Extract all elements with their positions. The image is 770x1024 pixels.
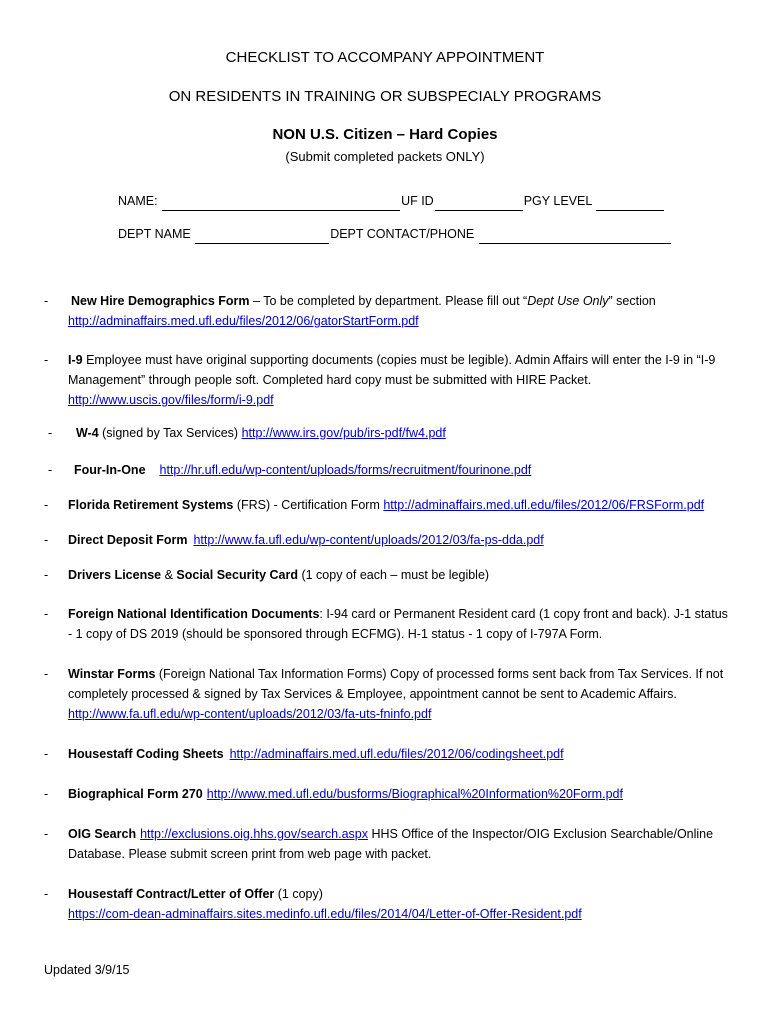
new-hire-link[interactable]: http://adminaffairs.med.ufl.edu/files/2012/06/gatorStartForm.pdf (68, 314, 419, 328)
winstar-link[interactable]: http://www.fa.ufl.edu/wp-content/uploads/2012/03/fa-uts-fninfo.pdf (68, 707, 432, 721)
biographical-link[interactable]: http://www.med.ufl.edu/busforms/Biographical%20Information%20Form.pdf (206, 787, 623, 801)
item-title: Winstar Forms (68, 667, 156, 681)
item-italic: Dept Use Only (527, 294, 609, 308)
item-text: (1 copy) (274, 887, 323, 901)
item-title: OIG Search (68, 827, 137, 841)
bullet-dash: - (44, 787, 49, 801)
name-label: NAME: (118, 194, 158, 208)
item-title: W-4 (76, 426, 99, 440)
contract-link[interactable]: https://com-dean-adminaffairs.sites.medinfo.ufl.edu/files/2014/04/Letter-of-Offer-Resident.pdf (68, 907, 582, 921)
bullet-dash: - (44, 498, 49, 512)
item-text: (Foreign National Tax Information Forms) Copy of processed forms sent back from Tax Services. If not completely processed & signed by Tax Services & Employee, appointment cannot be sent to Academic Affairs. (68, 667, 724, 701)
item-title: Foreign National Identification Documents (68, 607, 320, 621)
bullet-dash: - (44, 568, 49, 582)
item-text: (signed by Tax Services) (98, 426, 242, 440)
bullet-dash: - (48, 463, 53, 477)
item-text: : I-94 card or Permanent Resident card (1 copy front and back). J-1 status - 1 copy of DS 2019 (should be sponsored through ECFMG). H-1 status - 1 copy of I-797A Form. (68, 607, 728, 641)
item-text: – To be completed by department. Please fill out “ (249, 294, 528, 308)
item-text-end: ” section (608, 294, 656, 308)
coding-sheets-link[interactable]: http://adminaffairs.med.ufl.edu/files/2012/06/codingsheet.pdf (229, 747, 564, 761)
contact-field[interactable] (479, 229, 671, 244)
item-text: Employee must have original supporting documents (copies must be legible). Admin Affairs will enter the I-9 in “I-9 Management” through people soft. Completed hard copy must be submitted with HIRE Packet. (68, 353, 716, 387)
bullet-dash: - (44, 747, 49, 761)
bullet-dash: - (44, 607, 49, 621)
item-text: HHS Office of the Inspector/OIG Exclusion Searchable/Online Database. Please submit screen print from web page with packet. (68, 827, 714, 861)
name-row (118, 191, 665, 211)
bullet-dash: - (48, 426, 53, 440)
bullet-dash: - (44, 827, 49, 841)
item-title: Florida Retirement Systems (68, 498, 234, 512)
item-title: Housestaff Contract/Letter of Offer (68, 887, 275, 901)
pgy-field[interactable] (596, 196, 664, 211)
updated-date: Updated 3/9/15 (44, 963, 130, 977)
item-text: (FRS) - Certification Form (233, 498, 384, 512)
bullet-dash: - (44, 667, 49, 681)
item-title: Housestaff Coding Sheets (68, 747, 224, 761)
i9-link[interactable]: http://www.uscis.gov/files/form/i-9.pdf (68, 393, 274, 407)
item-text: (1 copy of each – must be legible) (297, 568, 490, 582)
subtitle: (Submit completed packets ONLY) (285, 149, 485, 164)
frs-link[interactable]: http://adminaffairs.med.ufl.edu/files/2012/06/FRSForm.pdf (383, 498, 705, 512)
item-title: Drivers License (68, 568, 162, 582)
dept-label: DEPT NAME (118, 227, 191, 241)
ufid-label: UF ID (401, 194, 434, 208)
title-line-1: CHECKLIST TO ACCOMPANY APPOINTMENT (225, 49, 545, 66)
item-amp: & (161, 568, 177, 582)
bullet-dash: - (44, 533, 49, 547)
item-title: Direct Deposit Form (68, 533, 188, 547)
dept-row (118, 224, 672, 244)
item-title: Four-In-One (74, 463, 146, 477)
item-title: New Hire Demographics Form (71, 294, 250, 308)
title-line-3: NON U.S. Citizen – Hard Copies (272, 126, 498, 143)
item-title: Biographical Form 270 (68, 787, 203, 801)
w4-link[interactable]: http://www.irs.gov/pub/irs-pdf/fw4.pdf (241, 426, 446, 440)
item-title-2: Social Security Card (176, 568, 298, 582)
ufid-field[interactable] (435, 196, 523, 211)
name-field[interactable] (162, 196, 400, 211)
pgy-label: PGY LEVEL (523, 194, 592, 208)
four-in-one-link[interactable]: http://hr.ufl.edu/wp-content/uploads/forms/recruitment/fourinone.pdf (159, 463, 532, 477)
title-line-2: ON RESIDENTS IN TRAINING OR SUBSPECIALY PROGRAMS (168, 88, 602, 105)
dept-field[interactable] (195, 229, 329, 244)
bullet-dash: - (44, 887, 49, 901)
bullet-dash: - (44, 353, 49, 367)
bullet-dash: - (44, 294, 49, 308)
oig-link[interactable]: http://exclusions.oig.hhs.gov/search.aspx (140, 827, 368, 841)
direct-deposit-link[interactable]: http://www.fa.ufl.edu/wp-content/uploads/2012/03/fa-ps-dda.pdf (193, 533, 544, 547)
contact-label: DEPT CONTACT/PHONE (330, 227, 475, 241)
item-title: I-9 (68, 353, 83, 367)
